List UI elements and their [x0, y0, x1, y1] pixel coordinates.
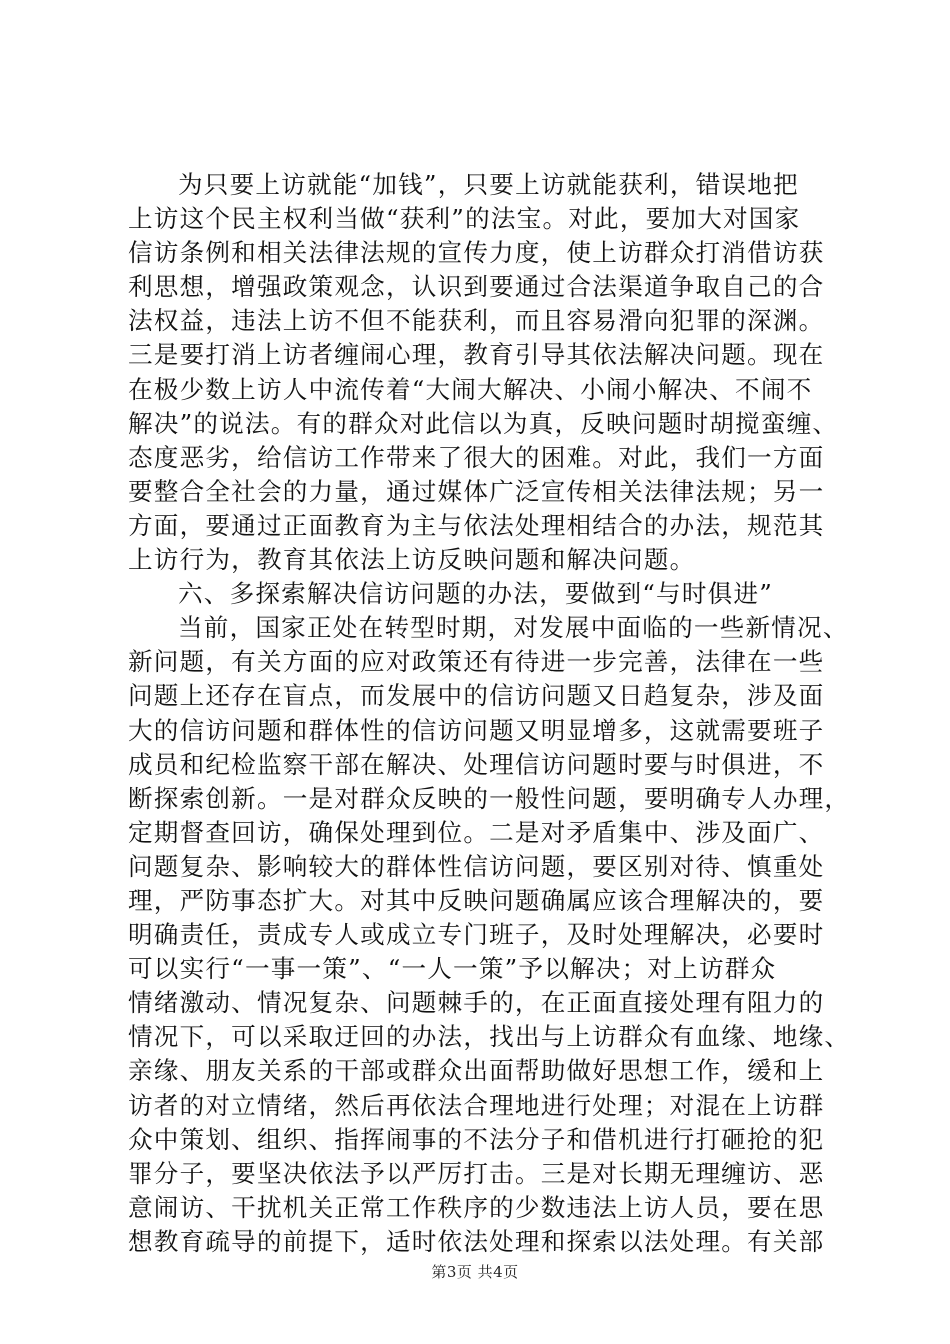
page-footer: 第3页 共4页 — [431, 1263, 519, 1281]
body-text — [128, 168, 851, 1259]
text-line: 罪分子，要坚决依法予以严厉打击。三是对长期无理缠访、恶 — [128, 1158, 825, 1188]
text-line: 上访行为，教育其依法上访反映问题和解决问题。 — [128, 545, 696, 575]
text-line: 态度恶劣，给信访工作带来了很大的困难。对此，我们一方面 — [128, 442, 825, 472]
text-line: 利思想，增强政策观念，认识到要通过合法渠道争取自己的合 — [128, 272, 825, 302]
text-line: 在极少数上访人中流传着“大闹大解决、小闹小解决、不闹不 — [128, 374, 813, 404]
text-line: 意闹访、干扰机关正常工作秩序的少数违法上访人员，要在思 — [128, 1192, 825, 1222]
text-line: 问题上还存在盲点，而发展中的信访问题又日趋复杂，涉及面 — [128, 681, 825, 711]
text-line: 理，严防事态扩大。对其中反映问题确属应该合理解决的，要 — [128, 885, 825, 915]
text-line: 访者的对立情绪，然后再依法合理地进行处理；对混在上访群 — [128, 1090, 825, 1120]
text-line: 大的信访问题和群体性的信访问题又明显增多，这就需要班子 — [128, 715, 825, 745]
text-line: 要整合全社会的力量，通过媒体广泛宣传相关法律法规；另一 — [128, 476, 825, 506]
text-line: 成员和纪检监察干部在解决、处理信访问题时要与时俱进，不 — [128, 749, 825, 779]
text-line: 为只要上访就能“加钱”，只要上访就能获利，错误地把 — [178, 170, 799, 199]
text-line: 信访条例和相关法律法规的宣传力度，使上访群众打消借访获 — [128, 238, 825, 268]
text-line: 解决”的说法。有的群众对此信以为真，反映问题时胡搅蛮缠、 — [128, 408, 839, 438]
text-line: 法权益，违法上访不但不能获利，而且容易滑向犯罪的深渊。 — [128, 306, 825, 336]
text-line: 六、多探索解决信访问题的办法，要做到“与时俱进” — [178, 579, 774, 609]
text-line: 众中策划、组织、指挥闹事的不法分子和借机进行打砸抢的犯 — [128, 1124, 825, 1154]
text-line: 当前，国家正处在转型时期，对发展中面临的一些新情况、 — [178, 613, 849, 643]
text-line: 明确责任，责成专人或成立专门班子，及时处理解决，必要时 — [128, 920, 825, 950]
text-line: 问题复杂、影响较大的群体性信访问题，要区别对待、慎重处 — [128, 851, 825, 881]
text-line: 定期督查回访，确保处理到位。二是对矛盾集中、涉及面广、 — [128, 817, 825, 847]
text-line: 上访这个民主权利当做“获利”的法宝。对此，要加大对国家 — [128, 204, 801, 234]
text-line: 三是要打消上访者缠闹心理，教育引导其依法解决问题。现在 — [128, 340, 825, 370]
text-line: 情绪激动、情况复杂、问题棘手的，在正面直接处理有阻力的 — [128, 988, 825, 1018]
text-line: 断探索创新。一是对群众反映的一般性问题，要明确专人办理， — [128, 783, 851, 813]
text-line: 新问题，有关方面的应对政策还有待进一步完善，法律在一些 — [128, 647, 825, 677]
text-line: 情况下，可以采取迂回的办法，找出与上访群众有血缘、地缘、 — [128, 1022, 851, 1052]
text-line: 方面，要通过正面教育为主与依法处理相结合的办法，规范其 — [128, 510, 825, 540]
text-line: 想教育疏导的前提下，适时依法处理和探索以法处理。有关部 — [128, 1226, 825, 1256]
text-line: 亲缘、朋友关系的干部或群众出面帮助做好思想工作，缓和上 — [128, 1056, 825, 1086]
text-line: 可以实行“一事一策”、“一人一策”予以解决；对上访群众 — [128, 954, 777, 984]
